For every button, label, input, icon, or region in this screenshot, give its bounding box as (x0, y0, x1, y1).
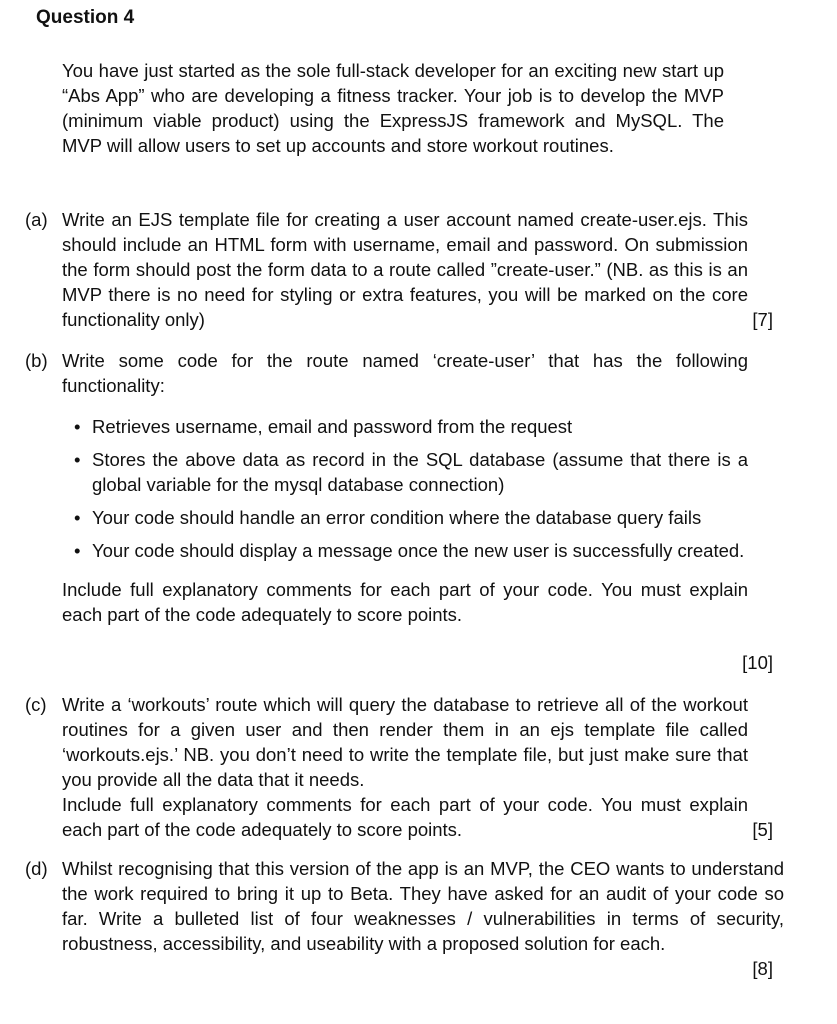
part-a-marks: [7] (752, 309, 773, 330)
list-item: • Your code should display a message once the new user is successfully created. (74, 540, 745, 561)
part-d-marks: [8] (752, 958, 773, 979)
part-b-body (62, 348, 748, 627)
list-item: • Stores the above data as record in the SQL database (assume that there is a global variable for the mysql database connection) (74, 449, 748, 495)
part-b-comments: Include full explanatory comments for each part of your code. You must explain each part of the code adequately to score points. (62, 579, 748, 625)
part-c-comments: Include full explanatory comments for each part of your code. You must explain each part of the code adequately to score points. (62, 794, 748, 840)
bullet-icon: • (74, 540, 81, 561)
bullet-icon: • (74, 507, 81, 528)
part-c (25, 692, 785, 842)
question-intro: You have just started as the sole full-stack developer for an exciting new start up “Abs App” who are developing a fitness tracker. Your job is to develop the MVP (minimum viable product) using the ExpressJS framework and MySQL. The MVP will allow users to set up accounts and store workout routines. (62, 60, 724, 156)
part-c-label: (c) (25, 694, 47, 715)
part-c-body (62, 692, 748, 842)
part-b-bullet-list (62, 414, 748, 563)
question-title: Question 4 (36, 7, 135, 28)
part-d-text: Whilst recognising that this version of the app is an MVP, the CEO wants to understand the work required to bring it up to Beta. They have asked for an audit of your code so far. Write a bulleted list of four weaknesses / vulnerabilities in terms of security, robustness, accessibility, and useability with a proposed solution for each. (62, 858, 784, 954)
part-d-label: (d) (25, 858, 48, 879)
bullet-icon: • (74, 416, 81, 437)
list-item: • Retrieves username, email and password from the request (74, 416, 573, 437)
part-a (25, 207, 785, 337)
part-c-text: Write a ‘workouts’ route which will query the database to retrieve all of the workout routines for a given user and then render them in an ejs template file called ‘workouts.ejs.’ NB. you don’t need to write the template file, but just make sure that you provide all the data that it needs. (62, 694, 748, 790)
part-a-label: (a) (25, 209, 48, 230)
part-c-marks: [5] (752, 819, 773, 840)
list-item: • Your code should handle an error condition where the database query fails (74, 507, 702, 528)
bullet-icon: • (74, 449, 81, 470)
part-d (25, 856, 785, 996)
part-b (25, 348, 785, 678)
part-b-text: Write some code for the route named ‘create-user’ that has the following functionality: (62, 350, 748, 396)
part-b-label: (b) (25, 350, 48, 371)
part-b-marks: [10] (742, 652, 773, 673)
part-a-text: Write an EJS template file for creating a user account named create-user.ejs. This should include an HTML form with username, email and password. On submission the form should post the form data to a route called ”create-user.” (NB. as this is an MVP there is no need for styling or extra features, you will be marked on the core functionality only) (62, 209, 748, 330)
